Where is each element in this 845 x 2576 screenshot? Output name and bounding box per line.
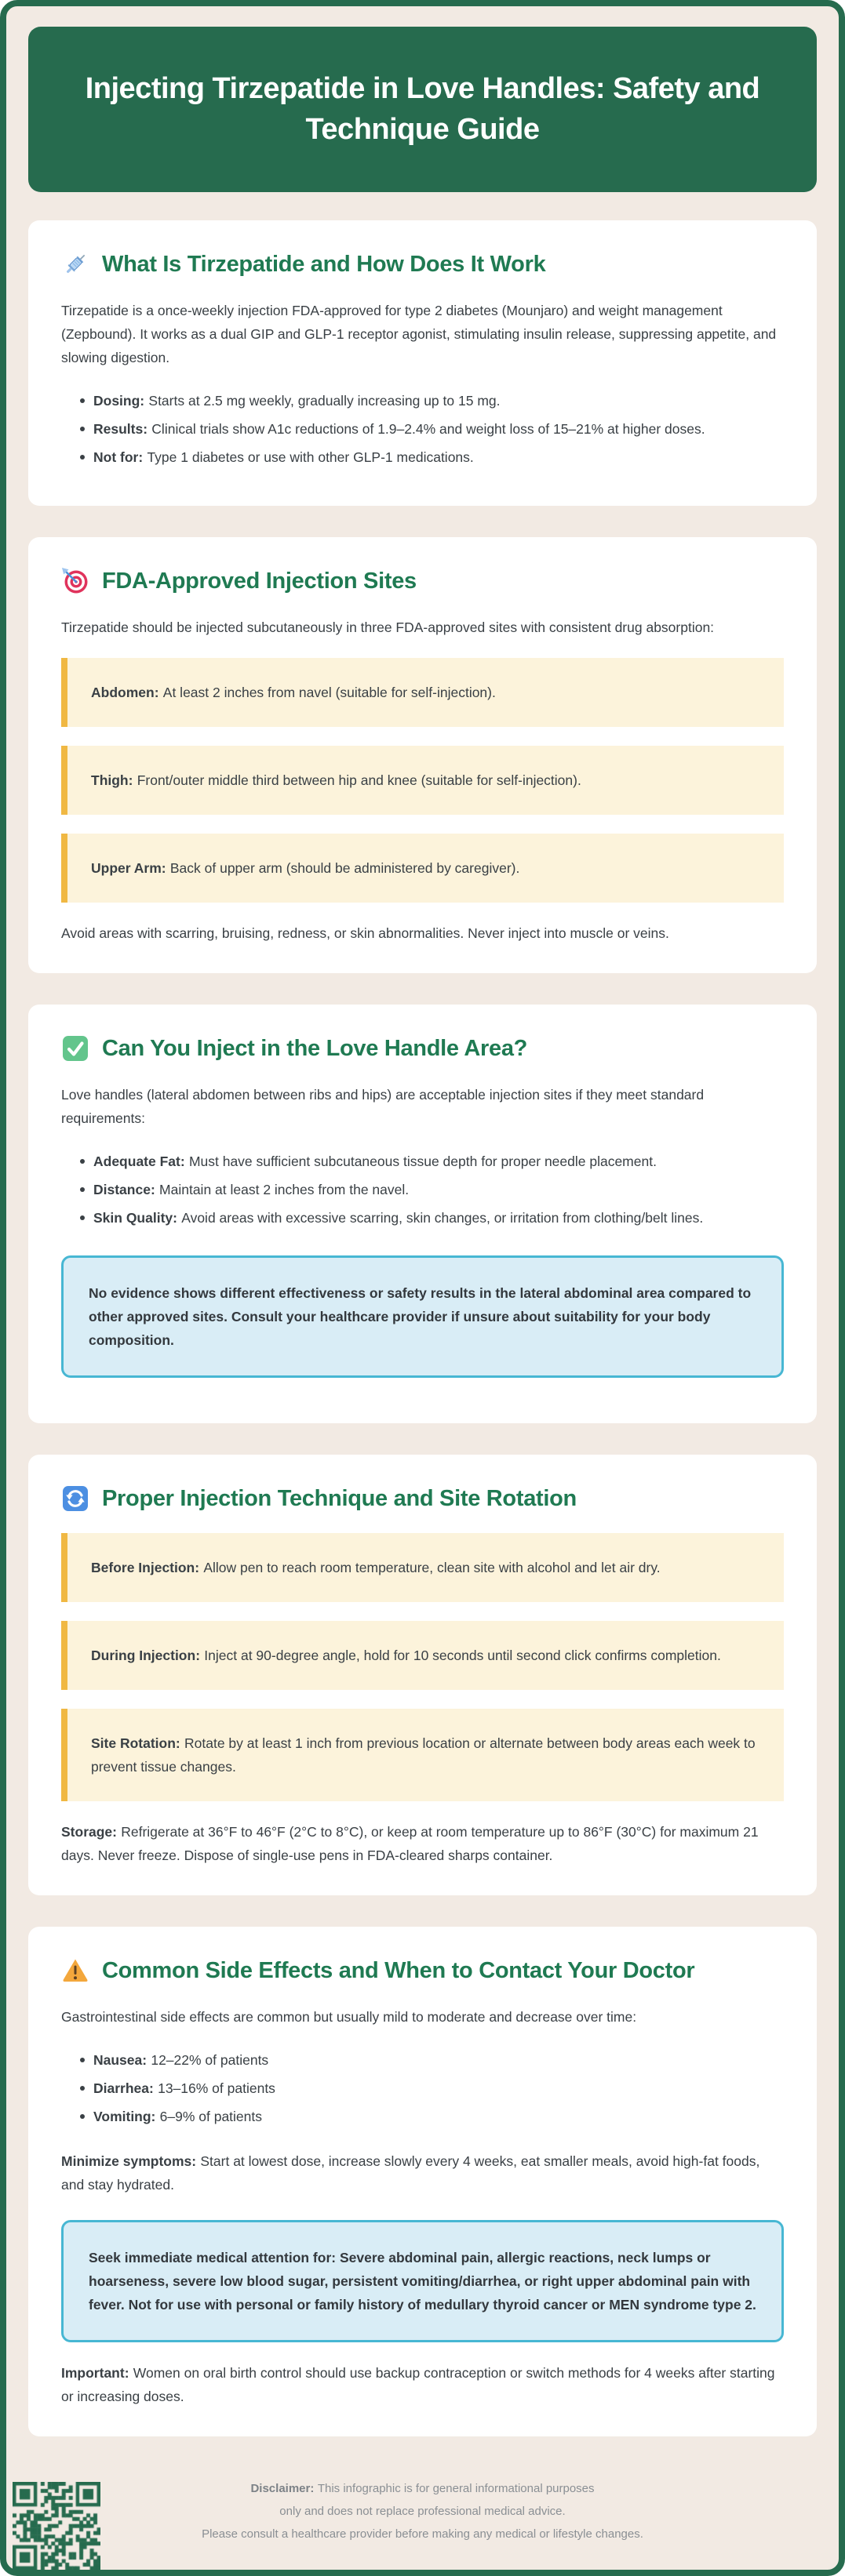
highlight-box-upper-arm: Upper Arm: Back of upper arm (should be administered by caregiver). xyxy=(61,834,784,903)
section-heading xyxy=(61,1957,784,1985)
list-item: Distance: Maintain at least 2 inches from the navel. xyxy=(80,1175,784,1204)
section-intro: Tirzepatide is a once-weekly injection FDA-approved for type 2 diabetes (Mounjaro) and weight management (Zepbound). It works as a dual GIP and GLP-1 receptor agonist, stimulating insulin release, suppressing appetite, and slowing digestion. xyxy=(61,303,777,366)
section-heading-text: What Is Tirzepatide and How Does It Work xyxy=(102,251,546,277)
list-item: Adequate Fat: Must have sufficient subcutaneous tissue depth for proper needle placement. xyxy=(80,1147,784,1175)
section-intro: Gastrointestinal side effects are common but usually mild to moderate and decrease over time: xyxy=(61,2009,637,2026)
section-love-handle xyxy=(28,1005,817,1423)
footer xyxy=(28,2468,817,2570)
rotate-icon xyxy=(61,1484,89,1513)
callout-seek-medical-attention: Seek immediate medical attention for: Severe abdominal pain, allergic reactions, neck lumps or hoarseness, severe low blood sugar, persistent vomiting/diarrhea, or right upper abdominal pain with fever. Not for use with personal or family history of medullary thyroid cancer or MEN syndrome type 2. xyxy=(61,2220,784,2342)
disclaimer xyxy=(28,2477,817,2545)
highlight-box-abdomen: Abdomen: At least 2 inches from navel (suitable for self-injection). xyxy=(61,658,784,727)
check-icon xyxy=(61,1034,89,1063)
disclaimer-line: only and does not replace professional medical advice. xyxy=(279,2505,566,2519)
storage-note: Storage: Refrigerate at 36°F to 46°F (2°C to 8°C), or keep at room temperature up to 86°F (30°C) for maximum 21 days. Never freeze. Dispose of single-use pens in FDA-cleared sharps container. xyxy=(61,1824,759,1864)
disclaimer-line: Disclaimer: This infographic is for general informational purposes xyxy=(250,2482,595,2496)
highlight-box-before-injection: Before Injection: Allow pen to reach room temperature, clean site with alcohol and let air dry. xyxy=(61,1533,784,1602)
list-item: Vomiting: 6–9% of patients xyxy=(80,2102,784,2131)
disclaimer-line: Please consult a healthcare provider before making any medical or lifestyle changes. xyxy=(202,2527,643,2541)
important-note: Important: Women on oral birth control should use backup contraception or switch methods for 4 weeks after starting or increasing doses. xyxy=(61,2365,775,2405)
section-what-is-tirzepatide xyxy=(28,220,817,506)
bullet-list xyxy=(61,387,784,471)
section-intro: Tirzepatide should be injected subcutaneously in three FDA-approved sites with consistent drug absorption: xyxy=(61,619,715,636)
section-heading-text: Proper Injection Technique and Site Rotation xyxy=(102,1485,577,1511)
page-title: Injecting Tirzepatide in Love Handles: Safety and Technique Guide xyxy=(85,72,760,146)
section-injection-sites xyxy=(28,537,817,973)
section-heading xyxy=(61,567,784,595)
warning-icon xyxy=(61,1957,89,1985)
list-item: Not for: Type 1 diabetes or use with other GLP-1 medications. xyxy=(80,443,784,471)
bullet-list xyxy=(61,2046,784,2131)
section-technique-rotation xyxy=(28,1455,817,1895)
list-item: Dosing: Starts at 2.5 mg weekly, gradually increasing up to 15 mg. xyxy=(80,387,784,415)
highlight-box-thigh: Thigh: Front/outer middle third between hip and knee (suitable for self-injection). xyxy=(61,746,784,815)
callout-evidence-note: No evidence shows different effectiveness or safety results in the lateral abdominal area compared to other approved sites. Consult your healthcare provider if unsure about suitability for your body composition. xyxy=(61,1255,784,1378)
section-heading xyxy=(61,1034,784,1063)
section-heading-text: Can You Inject in the Love Handle Area? xyxy=(102,1035,528,1061)
section-outro: Avoid areas with scarring, bruising, redness, or skin abnormalities. Never inject into muscle or veins. xyxy=(61,925,669,942)
section-intro: Love handles (lateral abdomen between ribs and hips) are acceptable injection sites if they meet standard requirements: xyxy=(61,1087,705,1127)
list-item: Diarrhea: 13–16% of patients xyxy=(80,2074,784,2102)
list-item: Nausea: 12–22% of patients xyxy=(80,2046,784,2074)
header-banner xyxy=(28,27,817,192)
section-side-effects xyxy=(28,1927,817,2436)
section-heading xyxy=(61,1484,784,1513)
highlight-box-site-rotation: Site Rotation: Rotate by at least 1 inch from previous location or alternate between body areas each week to prevent tissue changes. xyxy=(61,1709,784,1801)
disclaimer-label: Disclaimer: xyxy=(250,2482,315,2496)
highlight-box-during-injection: During Injection: Inject at 90-degree angle, hold for 10 seconds until second click confirms completion. xyxy=(61,1621,784,1690)
target-icon xyxy=(61,567,89,595)
section-heading-text: FDA-Approved Injection Sites xyxy=(102,568,417,594)
list-item: Results: Clinical trials show A1c reductions of 1.9–2.4% and weight loss of 15–21% at higher doses. xyxy=(80,415,784,443)
syringe-icon xyxy=(61,250,89,278)
section-heading-text: Common Side Effects and When to Contact Your Doctor xyxy=(102,1957,695,1983)
section-heading xyxy=(61,250,784,278)
minimize-symptoms-note: Minimize symptoms: Start at lowest dose, increase slowly every 4 weeks, eat smaller meals, avoid high-fat foods, and stay hydrated. xyxy=(61,2153,760,2193)
list-item: Skin Quality: Avoid areas with excessive scarring, skin changes, or irritation from clothing/belt lines. xyxy=(80,1204,784,1232)
bullet-list xyxy=(61,1147,784,1232)
